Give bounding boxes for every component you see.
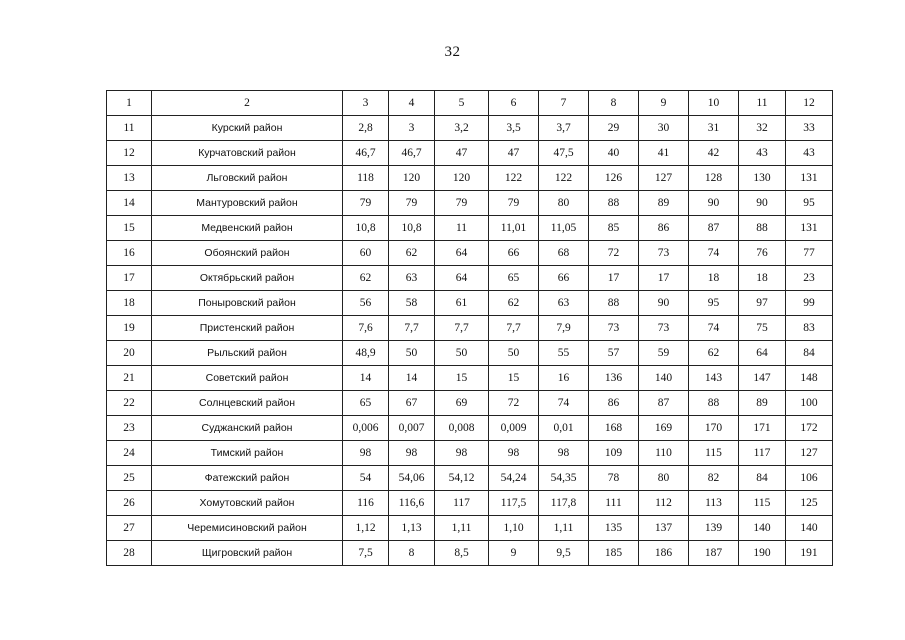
value-cell: 3,7	[539, 116, 589, 141]
column-header: 1	[107, 91, 152, 116]
value-cell: 88	[589, 191, 639, 216]
value-cell: 46,7	[343, 141, 389, 166]
value-cell: 43	[739, 141, 786, 166]
column-header: 6	[489, 91, 539, 116]
value-cell: 15	[489, 366, 539, 391]
table-row	[107, 266, 833, 291]
district-name-cell: Обоянский район	[152, 241, 343, 266]
table-row	[107, 216, 833, 241]
value-cell: 7,5	[343, 541, 389, 566]
table-row	[107, 191, 833, 216]
district-name-cell: Суджанский район	[152, 416, 343, 441]
value-cell: 80	[539, 191, 589, 216]
value-cell: 73	[639, 241, 689, 266]
row-number-cell: 26	[107, 491, 152, 516]
value-cell: 171	[739, 416, 786, 441]
header-row	[107, 91, 833, 116]
value-cell: 0,008	[435, 416, 489, 441]
value-cell: 131	[786, 166, 833, 191]
value-cell: 127	[639, 166, 689, 191]
district-name-cell: Черемисиновский район	[152, 516, 343, 541]
value-cell: 1,13	[389, 516, 435, 541]
value-cell: 15	[435, 366, 489, 391]
column-header: 9	[639, 91, 689, 116]
value-cell: 0,007	[389, 416, 435, 441]
value-cell: 3,5	[489, 116, 539, 141]
value-cell: 74	[539, 391, 589, 416]
district-name-cell: Тимский район	[152, 441, 343, 466]
value-cell: 122	[489, 166, 539, 191]
value-cell: 128	[689, 166, 739, 191]
district-name-cell: Октябрьский район	[152, 266, 343, 291]
value-cell: 11	[435, 216, 489, 241]
district-name-cell: Медвенский район	[152, 216, 343, 241]
value-cell: 90	[689, 191, 739, 216]
value-cell: 88	[689, 391, 739, 416]
table-row	[107, 141, 833, 166]
value-cell: 89	[739, 391, 786, 416]
value-cell: 109	[589, 441, 639, 466]
value-cell: 79	[489, 191, 539, 216]
value-cell: 140	[639, 366, 689, 391]
value-cell: 127	[786, 441, 833, 466]
value-cell: 18	[739, 266, 786, 291]
value-cell: 131	[786, 216, 833, 241]
value-cell: 50	[489, 341, 539, 366]
value-cell: 85	[589, 216, 639, 241]
district-name-cell: Фатежский район	[152, 466, 343, 491]
column-header: 11	[739, 91, 786, 116]
value-cell: 89	[639, 191, 689, 216]
table-row	[107, 366, 833, 391]
value-cell: 47	[435, 141, 489, 166]
value-cell: 10,8	[389, 216, 435, 241]
value-cell: 169	[639, 416, 689, 441]
value-cell: 43	[786, 141, 833, 166]
value-cell: 190	[739, 541, 786, 566]
value-cell: 87	[689, 216, 739, 241]
value-cell: 3,2	[435, 116, 489, 141]
value-cell: 1,11	[539, 516, 589, 541]
row-number-cell: 11	[107, 116, 152, 141]
value-cell: 48,9	[343, 341, 389, 366]
value-cell: 74	[689, 316, 739, 341]
value-cell: 17	[589, 266, 639, 291]
value-cell: 54,35	[539, 466, 589, 491]
value-cell: 98	[435, 441, 489, 466]
value-cell: 54,06	[389, 466, 435, 491]
value-cell: 106	[786, 466, 833, 491]
row-number-cell: 13	[107, 166, 152, 191]
value-cell: 186	[639, 541, 689, 566]
row-number-cell: 15	[107, 216, 152, 241]
value-cell: 11,01	[489, 216, 539, 241]
row-number-cell: 28	[107, 541, 152, 566]
column-header: 3	[343, 91, 389, 116]
value-cell: 170	[689, 416, 739, 441]
value-cell: 130	[739, 166, 786, 191]
value-cell: 79	[435, 191, 489, 216]
value-cell: 117,8	[539, 491, 589, 516]
row-number-cell: 21	[107, 366, 152, 391]
value-cell: 118	[343, 166, 389, 191]
value-cell: 148	[786, 366, 833, 391]
value-cell: 8,5	[435, 541, 489, 566]
value-cell: 126	[589, 166, 639, 191]
value-cell: 98	[389, 441, 435, 466]
value-cell: 140	[786, 516, 833, 541]
value-cell: 73	[639, 316, 689, 341]
value-cell: 54,24	[489, 466, 539, 491]
table-row	[107, 116, 833, 141]
value-cell: 117	[435, 491, 489, 516]
value-cell: 116	[343, 491, 389, 516]
value-cell: 47,5	[539, 141, 589, 166]
value-cell: 120	[435, 166, 489, 191]
table-row	[107, 441, 833, 466]
page-number: 32	[444, 44, 461, 60]
value-cell: 79	[343, 191, 389, 216]
table-row	[107, 466, 833, 491]
table-row	[107, 241, 833, 266]
row-number-cell: 22	[107, 391, 152, 416]
value-cell: 31	[689, 116, 739, 141]
row-number-cell: 23	[107, 416, 152, 441]
value-cell: 90	[739, 191, 786, 216]
value-cell: 140	[739, 516, 786, 541]
column-header: 2	[152, 91, 343, 116]
district-name-cell: Хомутовский район	[152, 491, 343, 516]
value-cell: 66	[539, 266, 589, 291]
table-header	[107, 91, 833, 116]
value-cell: 110	[639, 441, 689, 466]
value-cell: 135	[589, 516, 639, 541]
value-cell: 63	[389, 266, 435, 291]
value-cell: 99	[786, 291, 833, 316]
value-cell: 86	[589, 391, 639, 416]
value-cell: 83	[786, 316, 833, 341]
value-cell: 98	[489, 441, 539, 466]
value-cell: 0,006	[343, 416, 389, 441]
district-name-cell: Рыльский район	[152, 341, 343, 366]
value-cell: 7,6	[343, 316, 389, 341]
value-cell: 95	[689, 291, 739, 316]
row-number-cell: 17	[107, 266, 152, 291]
row-number-cell: 12	[107, 141, 152, 166]
value-cell: 143	[689, 366, 739, 391]
district-name-cell: Курчатовский район	[152, 141, 343, 166]
value-cell: 117	[739, 441, 786, 466]
value-cell: 11,05	[539, 216, 589, 241]
value-cell: 137	[639, 516, 689, 541]
table-row	[107, 516, 833, 541]
value-cell: 168	[589, 416, 639, 441]
district-name-cell: Щигровский район	[152, 541, 343, 566]
table-row	[107, 491, 833, 516]
value-cell: 33	[786, 116, 833, 141]
value-cell: 3	[389, 116, 435, 141]
value-cell: 86	[639, 216, 689, 241]
value-cell: 62	[343, 266, 389, 291]
value-cell: 122	[539, 166, 589, 191]
value-cell: 147	[739, 366, 786, 391]
value-cell: 50	[435, 341, 489, 366]
value-cell: 187	[689, 541, 739, 566]
value-cell: 120	[389, 166, 435, 191]
value-cell: 59	[639, 341, 689, 366]
table-row	[107, 391, 833, 416]
row-number-cell: 20	[107, 341, 152, 366]
value-cell: 29	[589, 116, 639, 141]
value-cell: 42	[689, 141, 739, 166]
value-cell: 1,10	[489, 516, 539, 541]
row-number-cell: 19	[107, 316, 152, 341]
value-cell: 111	[589, 491, 639, 516]
table-row	[107, 416, 833, 441]
row-number-cell: 14	[107, 191, 152, 216]
value-cell: 56	[343, 291, 389, 316]
value-cell: 73	[589, 316, 639, 341]
value-cell: 54	[343, 466, 389, 491]
value-cell: 113	[689, 491, 739, 516]
value-cell: 72	[589, 241, 639, 266]
value-cell: 32	[739, 116, 786, 141]
value-cell: 82	[689, 466, 739, 491]
district-data-table	[106, 90, 833, 566]
value-cell: 185	[589, 541, 639, 566]
value-cell: 2,8	[343, 116, 389, 141]
value-cell: 18	[689, 266, 739, 291]
value-cell: 172	[786, 416, 833, 441]
district-name-cell: Курский район	[152, 116, 343, 141]
column-header: 8	[589, 91, 639, 116]
table-row	[107, 291, 833, 316]
value-cell: 88	[589, 291, 639, 316]
value-cell: 95	[786, 191, 833, 216]
value-cell: 47	[489, 141, 539, 166]
column-header: 10	[689, 91, 739, 116]
value-cell: 16	[539, 366, 589, 391]
value-cell: 68	[539, 241, 589, 266]
district-name-cell: Льговский район	[152, 166, 343, 191]
value-cell: 100	[786, 391, 833, 416]
row-number-cell: 27	[107, 516, 152, 541]
value-cell: 84	[786, 341, 833, 366]
district-name-cell: Советский район	[152, 366, 343, 391]
value-cell: 60	[343, 241, 389, 266]
value-cell: 139	[689, 516, 739, 541]
value-cell: 136	[589, 366, 639, 391]
table-row	[107, 541, 833, 566]
value-cell: 17	[639, 266, 689, 291]
value-cell: 46,7	[389, 141, 435, 166]
value-cell: 77	[786, 241, 833, 266]
value-cell: 65	[489, 266, 539, 291]
value-cell: 97	[739, 291, 786, 316]
value-cell: 14	[389, 366, 435, 391]
value-cell: 117,5	[489, 491, 539, 516]
value-cell: 76	[739, 241, 786, 266]
district-name-cell: Пристенский район	[152, 316, 343, 341]
value-cell: 112	[639, 491, 689, 516]
value-cell: 40	[589, 141, 639, 166]
value-cell: 115	[739, 491, 786, 516]
value-cell: 64	[435, 266, 489, 291]
value-cell: 125	[786, 491, 833, 516]
row-number-cell: 18	[107, 291, 152, 316]
value-cell: 57	[589, 341, 639, 366]
value-cell: 9	[489, 541, 539, 566]
district-name-cell: Мантуровский район	[152, 191, 343, 216]
value-cell: 63	[539, 291, 589, 316]
value-cell: 10,8	[343, 216, 389, 241]
table-row	[107, 316, 833, 341]
value-cell: 116,6	[389, 491, 435, 516]
table-body	[107, 116, 833, 566]
table-row	[107, 166, 833, 191]
value-cell: 55	[539, 341, 589, 366]
value-cell: 79	[389, 191, 435, 216]
value-cell: 66	[489, 241, 539, 266]
value-cell: 72	[489, 391, 539, 416]
table-row	[107, 341, 833, 366]
value-cell: 7,7	[435, 316, 489, 341]
value-cell: 7,7	[489, 316, 539, 341]
value-cell: 78	[589, 466, 639, 491]
value-cell: 50	[389, 341, 435, 366]
value-cell: 115	[689, 441, 739, 466]
value-cell: 30	[639, 116, 689, 141]
row-number-cell: 25	[107, 466, 152, 491]
value-cell: 74	[689, 241, 739, 266]
value-cell: 75	[739, 316, 786, 341]
value-cell: 88	[739, 216, 786, 241]
value-cell: 64	[739, 341, 786, 366]
value-cell: 0,009	[489, 416, 539, 441]
value-cell: 87	[639, 391, 689, 416]
value-cell: 69	[435, 391, 489, 416]
district-name-cell: Солнцевский район	[152, 391, 343, 416]
value-cell: 98	[539, 441, 589, 466]
value-cell: 98	[343, 441, 389, 466]
value-cell: 80	[639, 466, 689, 491]
value-cell: 61	[435, 291, 489, 316]
column-header: 12	[786, 91, 833, 116]
value-cell: 58	[389, 291, 435, 316]
value-cell: 7,7	[389, 316, 435, 341]
value-cell: 1,11	[435, 516, 489, 541]
value-cell: 84	[739, 466, 786, 491]
column-header: 5	[435, 91, 489, 116]
row-number-cell: 16	[107, 241, 152, 266]
value-cell: 54,12	[435, 466, 489, 491]
value-cell: 62	[489, 291, 539, 316]
value-cell: 0,01	[539, 416, 589, 441]
value-cell: 41	[639, 141, 689, 166]
value-cell: 62	[389, 241, 435, 266]
value-cell: 67	[389, 391, 435, 416]
value-cell: 64	[435, 241, 489, 266]
value-cell: 9,5	[539, 541, 589, 566]
value-cell: 8	[389, 541, 435, 566]
value-cell: 65	[343, 391, 389, 416]
row-number-cell: 24	[107, 441, 152, 466]
value-cell: 14	[343, 366, 389, 391]
value-cell: 23	[786, 266, 833, 291]
column-header: 4	[389, 91, 435, 116]
value-cell: 191	[786, 541, 833, 566]
value-cell: 90	[639, 291, 689, 316]
value-cell: 7,9	[539, 316, 589, 341]
value-cell: 1,12	[343, 516, 389, 541]
column-header: 7	[539, 91, 589, 116]
value-cell: 62	[689, 341, 739, 366]
district-name-cell: Поныровский район	[152, 291, 343, 316]
